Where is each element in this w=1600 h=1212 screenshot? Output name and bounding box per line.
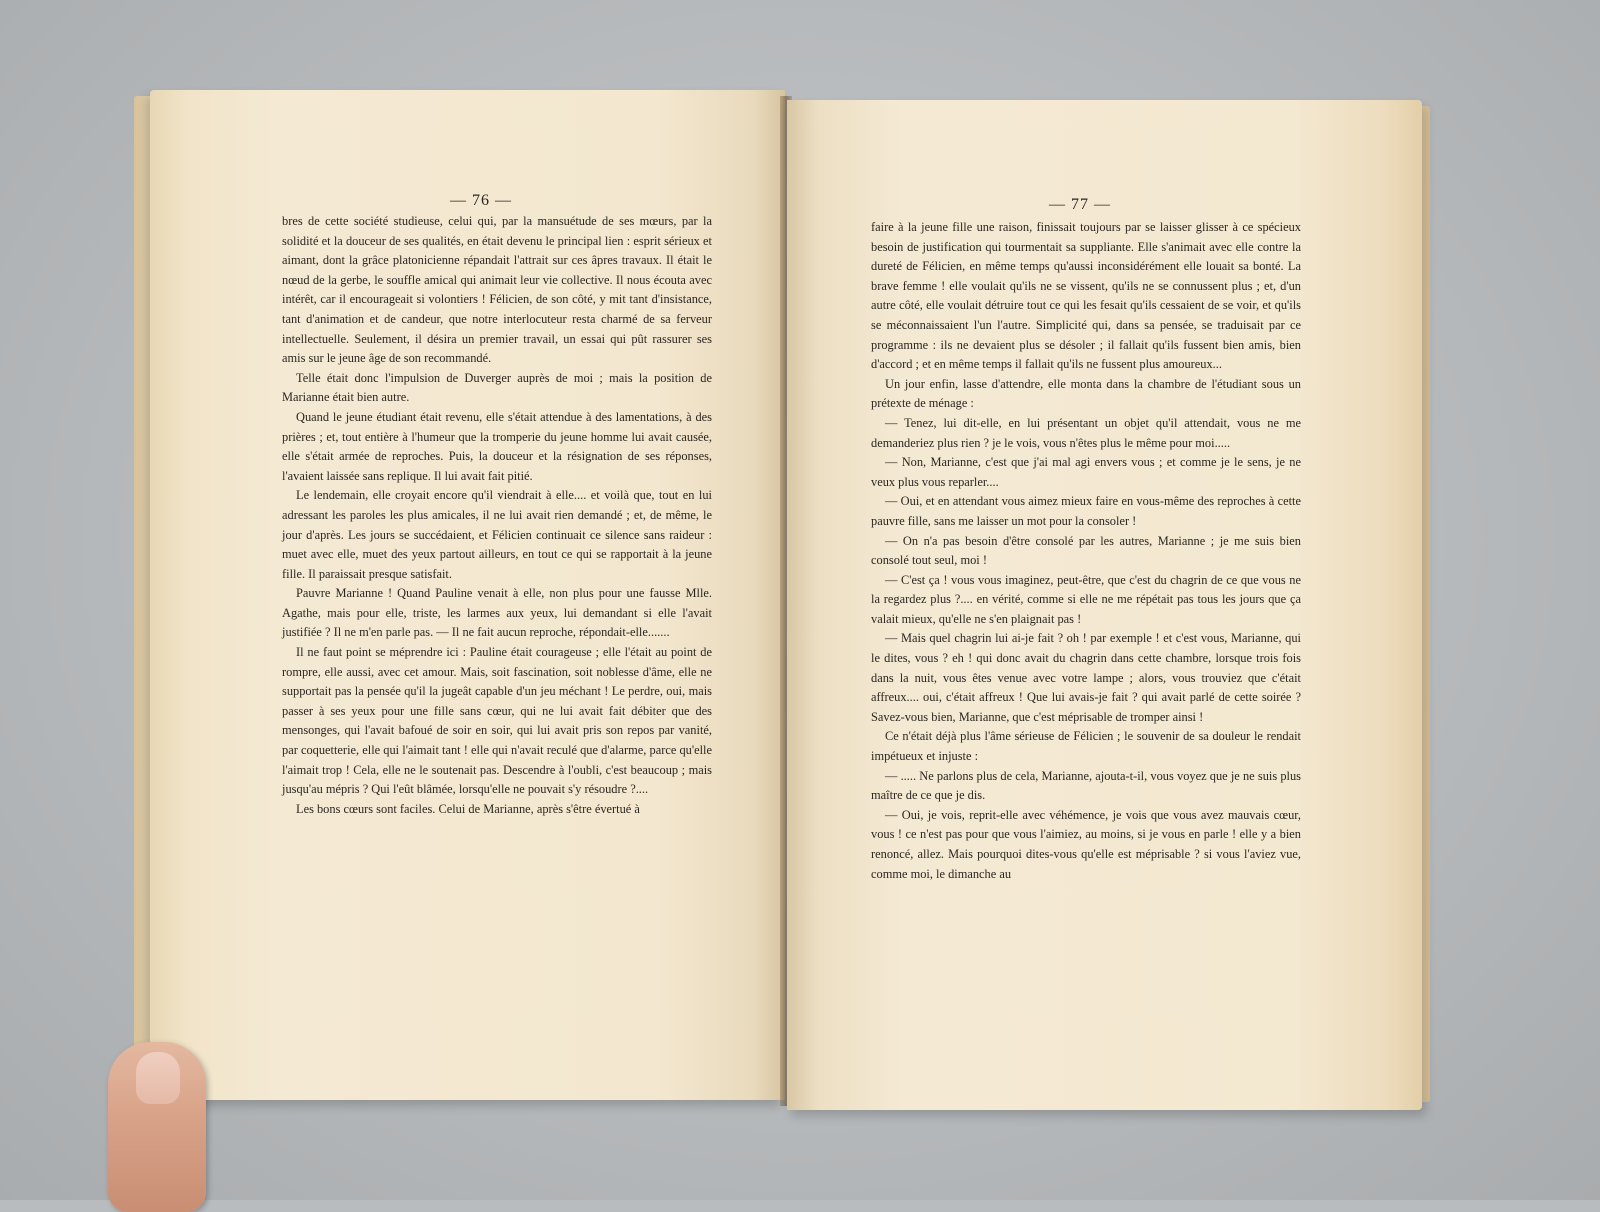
paragraph: — Mais quel chagrin lui ai-je fait ? oh ! par exemple ! et c'est vous, Marianne, qui le dites, vous ? eh ! qui donc avait du chagrin dans cette chambre, lorsque trois fois dans la nuit, vous êtes venue avec votre lampe ; alors, vous trouviez que c'était affreux.... oui, c'était affreux ! Que lui avais-je fait ? qui avait parlé de cette soirée ? Savez-vous bien, Marianne, que c'est méprisable de tromper ainsi !: [871, 631, 1301, 724]
paragraph: Telle était donc l'impulsion de Duverger auprès de moi ; mais la position de Marianne était bien autre.: [282, 370, 712, 405]
right-page: [787, 100, 1422, 1110]
paragraph: Il ne faut point se méprendre ici : Pauline était courageuse ; elle l'était au point de rompre, elle aussi, avec cet amour. Mais, soit fascination, soit noblesse d'âme, elle ne supportait pas la pensée qu'il la jugeât capable d'un jeu méchant ! Le perdre, oui, mais passer à ses yeux pour une fille sans cœur, qui ne lui avait fait débiter que des mensonges, qui l'avait bafoué de soir en soir, qui lui avait pris son repos par vanité, par coquetterie, elle qui l'aimait tant ! elle qui n'avait reculé que d'alarme, parce qu'elle l'aimait trop ! Cela, elle ne le soutenait pas. Descendre à l'oubli, c'est beaucoup ; mais jusqu'au mépris ? Qui l'eût blâmée, lorsqu'elle ne pouvait s'y résoudre ?....: [282, 645, 712, 797]
page-number-right: — 77 —: [1049, 196, 1111, 213]
paragraph: — C'est ça ! vous vous imaginez, peut-être, que c'est du chagrin de ce que vous ne la regardez plus ?.... en vérité, comme si elle ne me répétait pas tous les jours que ça valait mieux, qu'elle ne s'en plaignait pas !: [871, 572, 1301, 626]
paragraph: Les bons cœurs sont faciles. Celui de Marianne, après s'être évertué à: [296, 801, 640, 816]
paragraph: Le lendemain, elle croyait encore qu'il viendrait à elle.... et voilà que, tout en lui adressant les paroles les plus amicales, il ne lui avait rien demandé ; et, de même, le jour d'après. Les jours se succédaient, et Félicien continuait ce silence sans raideur : muet avec elle, muet des yeux partout ailleurs, en tout ce qui se rapportait à la jeune fille. Il paraissait presque satisfait.: [282, 488, 712, 581]
thumbnail-nail: [136, 1052, 180, 1104]
paragraph: — Oui, et en attendant vous aimez mieux faire en vous-même des reproches à cette pauvre fille, sans me laisser un mot pour la consoler !: [871, 494, 1301, 528]
paragraph: — Oui, je vois, reprit-elle avec véhémence, je vois que vous avez mauvais cœur, vous ! ce n'est pas pour que vous l'aimiez, au moins, si je vous en parle ! elle y a bien renoncé, allez. Mais pourquoi dites-vous qu'elle est méprisable ? si vous l'aviez vue, comme moi, le dimanche au: [871, 807, 1301, 881]
paragraph: Pauvre Marianne ! Quand Pauline venait à elle, non plus pour une fausse Mlle. Agathe, mais pour elle, triste, les larmes aux yeux, lui demandant si elle l'avait justifiée ? Il ne m'en parle pas. — Il ne fait aucun reproche, répondait-elle.......: [282, 586, 712, 640]
right-page-text: [871, 218, 1301, 884]
paragraph: bres de cette société studieuse, celui qui, par la mansuétude de ses mœurs, par la solidité et la douceur de ses qualités, en était devenu le principal lien : esprit sérieux et aimant, dont la grâce platonicienne répandait l'attrait sur ces âpres travaux. Il était le nœud de la gerbe, le souffle amical qui animait leur vie collective. Il nous écouta avec intérêt, car il encourageait si volontiers ! Félicien, de son côté, y mit tant d'insistance, tant d'animation et de candeur, que notre interlocuteur resta charmé de sa ferveur intellectuelle. Seulement, il désira un premier travail, un essai qui pût rassurer ses amis sur le jeune âge de son recommandé.: [282, 214, 712, 366]
left-page-text: [282, 212, 712, 819]
paragraph: Quand le jeune étudiant était revenu, elle s'était attendue à des lamentations, à des prières ; et, tout entière à l'humeur que la tromperie du jeune homme lui avait causée, elle s'était armée de reproches. Puis, la douceur et la résignation de ses réponses, l'avaient laissée sans replique. Il lui avait fait pitié.: [282, 409, 712, 483]
paragraph: — Tenez, lui dit-elle, en lui présentant un objet qu'il attendait, vous ne me demanderiez plus rien ? je le vois, vous n'êtes plus le même pour moi.....: [871, 415, 1301, 450]
paragraph: — Non, Marianne, c'est que j'ai mal agi envers vous ; et comme je le sens, je ne veux plus vous reparler....: [871, 455, 1301, 489]
paragraph: Ce n'était déjà plus l'âme sérieuse de Félicien ; le souvenir de sa douleur le rendait impétueux et injuste :: [871, 729, 1301, 764]
paragraph: faire à la jeune fille une raison, finissait toujours par se laisser glisser à ce spécieux besoin de justification qui tourmentait sa suppliante. Elle s'animait avec elle contre la dureté de Félicien, en même temps qu'aussi inconsidérément elle louait sa bonté. La brave femme ! elle voulait qu'ils ne se vissent, qu'ils ne se connussent plus ; et, d'un autre côté, elle voulait détruire tout ce qui les fesait qu'ils cessaient de se voir, et qu'ils se méconnaissaient l'un l'autre. Simplicité qui, dans sa pensée, se traduisait par ce programme : ils ne devaient plus se désoler ; il fallait qu'ils fussent bien amis, bien d'accord ; et en même temps il fallait qu'ils ne fussent plus amoureux...: [871, 220, 1301, 372]
paragraph: — On n'a pas besoin d'être consolé par les autres, Marianne ; je me suis bien consolé tout seul, moi !: [871, 533, 1301, 568]
paragraph: — ..... Ne parlons plus de cela, Marianne, ajouta-t-il, vous voyez que je ne suis plus maître de ce que je dis.: [871, 768, 1301, 803]
page-number-left: — 76 —: [450, 192, 512, 209]
left-page: [150, 90, 785, 1100]
paragraph: Un jour enfin, lasse d'attendre, elle monta dans la chambre de l'étudiant sous un prétexte de ménage :: [871, 376, 1301, 411]
